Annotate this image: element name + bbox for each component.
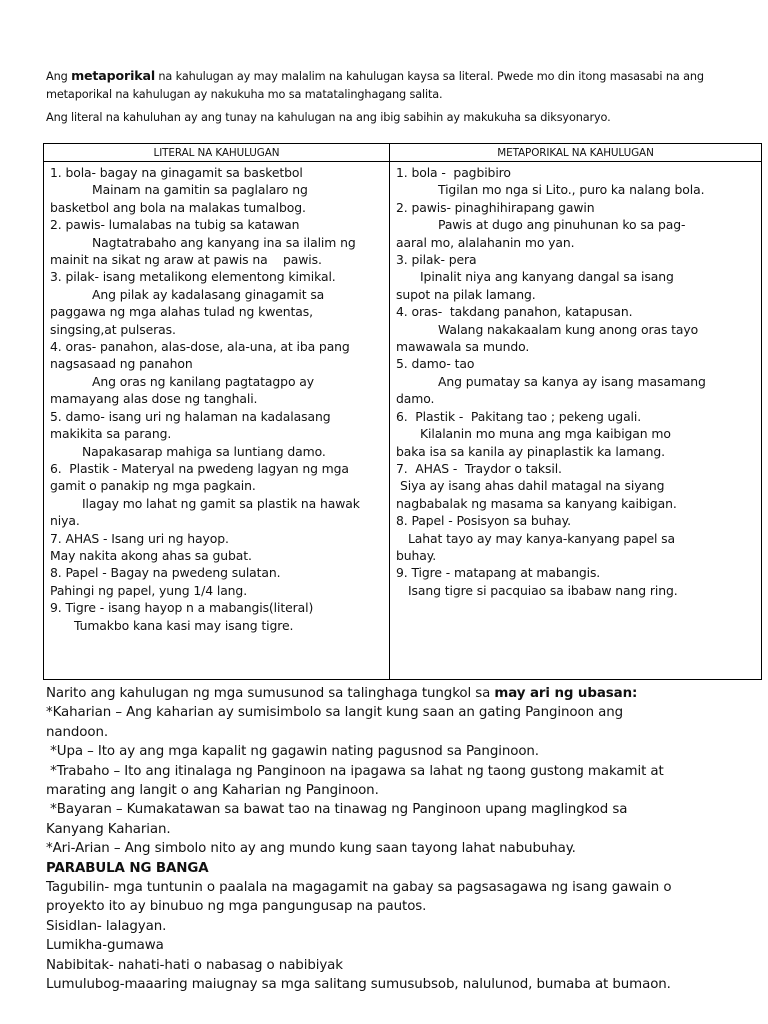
list-item: Ipinalit niya ang kanyang dangal sa isang [420, 269, 674, 285]
list-item: makikita sa parang. [50, 426, 172, 442]
definition-line: Lumulubog-maaaring maiugnay sa mga salitang sumusubsob, nalulunod, bumaba at bumaon. [46, 977, 671, 993]
list-item: paggawa ng mga alahas tulad ng kwentas, [50, 304, 313, 320]
definition-line: *Upa – Ito ay ang mga kapalit ng gagawin nating pagusnod sa Panginoon. [46, 744, 539, 760]
list-item: 5. damo- isang uri ng halaman na kadalasang [50, 408, 331, 424]
list-item: Ilagay mo lahat ng gamit sa plastik na hawak [82, 495, 360, 511]
list-item: Lahat tayo ay may kanya-kanyang papel sa [408, 530, 676, 546]
definition-line: Nabibitak- nahati-hati o nabasag o nabibiyak [46, 957, 343, 973]
section-heading: PARABULA NG BANGA [46, 860, 209, 876]
list-item: May nakita akong ahas sa gubat. [50, 547, 252, 563]
list-item: supot na pilak lamang. [396, 286, 536, 302]
list-item: Ang pilak ay kadalasang ginagamit sa [92, 286, 325, 302]
list-item: Nagtatrabaho ang kanyang ina sa ilalim ng [92, 234, 356, 250]
definition-line: Kanyang Kaharian. [46, 821, 171, 837]
definition-line: nandoon. [46, 724, 109, 740]
metaporikal-column [390, 162, 762, 680]
list-item: 4. oras- takdang panahon, katapusan. [396, 304, 633, 320]
list-item: 9. Tigre - isang hayop n a mabangis(literal) [50, 600, 314, 616]
list-item: 1. bola - pagbibiro [396, 165, 511, 180]
list-item: 8. Papel - Bagay na pwedeng sulatan. [50, 565, 281, 581]
list-item: 6. Plastik - Pakitang tao ; pekeng ugali. [396, 408, 642, 424]
list-item: 2. pawis- lumalabas na tubig sa katawan [50, 217, 300, 233]
list-item: 2. pawis- pinaghihirapang gawin [396, 199, 595, 215]
list-item: mainit na sikat ng araw at pawis na pawis. [50, 252, 322, 268]
list-item: baka isa sa kanila ay pinaplastik ka lamang. [396, 443, 666, 459]
list-item: 5. damo- tao [396, 356, 475, 372]
list-item: Pahingi ng papel, yung 1/4 lang. [50, 582, 248, 598]
list-item: 6. Plastik - Materyal na pwedeng lagyan ng mga [50, 460, 349, 476]
list-item: niya. [50, 513, 80, 529]
header-literal: LITERAL NA KAHULUGAN [44, 144, 390, 162]
list-item: Siya ay isang ahas dahil matagal na siyang [400, 478, 665, 494]
list-item: 3. pilak- pera [396, 252, 477, 268]
section-intro-text: Narito ang kahulugan ng mga sumusunod sa talinghaga tungkol sa [46, 686, 495, 701]
list-item: damo. [396, 391, 435, 407]
meaning-table [43, 143, 762, 680]
intro-text: Ang [46, 70, 72, 83]
list-item: 3. pilak- isang metalikong elementong kimikal. [50, 269, 336, 285]
intro-line: Ang literal na kahuluhan ay ang tunay na kahulugan na ang ibig sabihin ay makukuha sa diksyonaryo. [46, 111, 611, 124]
definition-line: *Bayaran – Kumakatawan sa bawat tao na tinawag ng Panginoon upang maglingkod sa [46, 802, 628, 818]
definition-line: Sisidlan- lalagyan. [46, 918, 167, 934]
literal-column [44, 162, 390, 680]
list-item: Ang oras ng kanilang pagtatagpo ay [92, 373, 314, 389]
list-item: 7. AHAS - Isang uri ng hayop. [50, 530, 229, 546]
definition-line: proyekto ito ay binubuo ng mga pangungusap na pautos. [46, 899, 427, 915]
intro-emphasis: metaporikal [71, 68, 155, 83]
section-intro-line [46, 684, 746, 703]
definition-line: *Kaharian – Ang kaharian ay sumisimbolo sa langit kung saan an gating Panginoon ang [46, 705, 624, 721]
list-item: Mainam na gamitin sa paglalaro ng [92, 182, 308, 198]
definition-line: *Ari-Arian – Ang simbolo nito ay ang mundo kung saan tayong lahat nabubuhay. [46, 841, 576, 857]
list-item: mawawala sa mundo. [396, 339, 530, 355]
list-item: Isang tigre si pacquiao sa ibabaw nang ring. [408, 582, 678, 598]
list-item: Ang pumatay sa kanya ay isang masamang [438, 373, 706, 389]
definition-line: Lumikha-gumawa [46, 938, 164, 954]
section-intro-emphasis: may ari ng ubasan: [494, 686, 638, 701]
list-item: Tigilan mo nga si Lito., puro ka nalang bola. [438, 182, 705, 198]
list-item: 9. Tigre - matapang at mabangis. [396, 565, 601, 581]
list-item: singsing,at pulseras. [50, 321, 176, 337]
table-row [44, 162, 762, 680]
list-item: gamit o panakip ng mga pagkain. [50, 478, 256, 494]
list-item: basketbol ang bola na malakas tumalbog. [50, 199, 306, 215]
list-item: aaral mo, alalahanin mo yan. [396, 234, 575, 250]
intro-line: metaporikal na kahulugan ay nakukuha mo sa matatalinghagang salita. [46, 88, 443, 101]
intro-paragraph-literal [46, 109, 726, 127]
talinghaga-section [46, 684, 746, 995]
list-item: 1. bola- bagay na ginagamit sa basketbol [50, 165, 303, 180]
header-metaporikal: METAPORIKAL NA KAHULUGAN [390, 144, 762, 162]
list-item: buhay. [396, 547, 437, 563]
definition-line: Tagubilin- mga tuntunin o paalala na magagamit na gabay sa pagsasagawa ng isang gawain o [46, 880, 672, 896]
definition-line: *Trabaho – Ito ang itinalaga ng Panginoon na ipagawa sa lahat ng taong gustong makamit at [46, 763, 664, 779]
list-item: nagbabalak ng masama sa kanyang kaibigan. [396, 495, 677, 511]
list-item: Tumakbo kana kasi may isang tigre. [74, 617, 294, 633]
list-item: mamayang alas dose ng tanghali. [50, 391, 258, 407]
intro-paragraph-metaporikal [46, 67, 726, 104]
list-item: Napakasarap mahiga sa luntiang damo. [82, 443, 326, 459]
intro-line [46, 67, 726, 86]
list-item: nagsasaad ng panahon [50, 356, 193, 372]
definition-line: marating ang langit o ang Kaharian ng Panginoon. [46, 783, 379, 799]
list-item: 7. AHAS - Traydor o taksil. [396, 460, 562, 476]
list-item: 4. oras- panahon, alas-dose, ala-una, at iba pang [50, 339, 350, 355]
list-item: Pawis at dugo ang pinuhunan ko sa pag- [438, 217, 686, 233]
intro-text: na kahulugan ay may malalim na kahulugan kaysa sa literal. Pwede mo din itong masasabi na ang [154, 70, 704, 83]
table-header-row [44, 144, 762, 162]
list-item: Kilalanin mo muna ang mga kaibigan mo [420, 426, 671, 442]
list-item: 8. Papel - Posisyon sa buhay. [396, 513, 571, 529]
list-item: Walang nakakaalam kung anong oras tayo [438, 321, 699, 337]
